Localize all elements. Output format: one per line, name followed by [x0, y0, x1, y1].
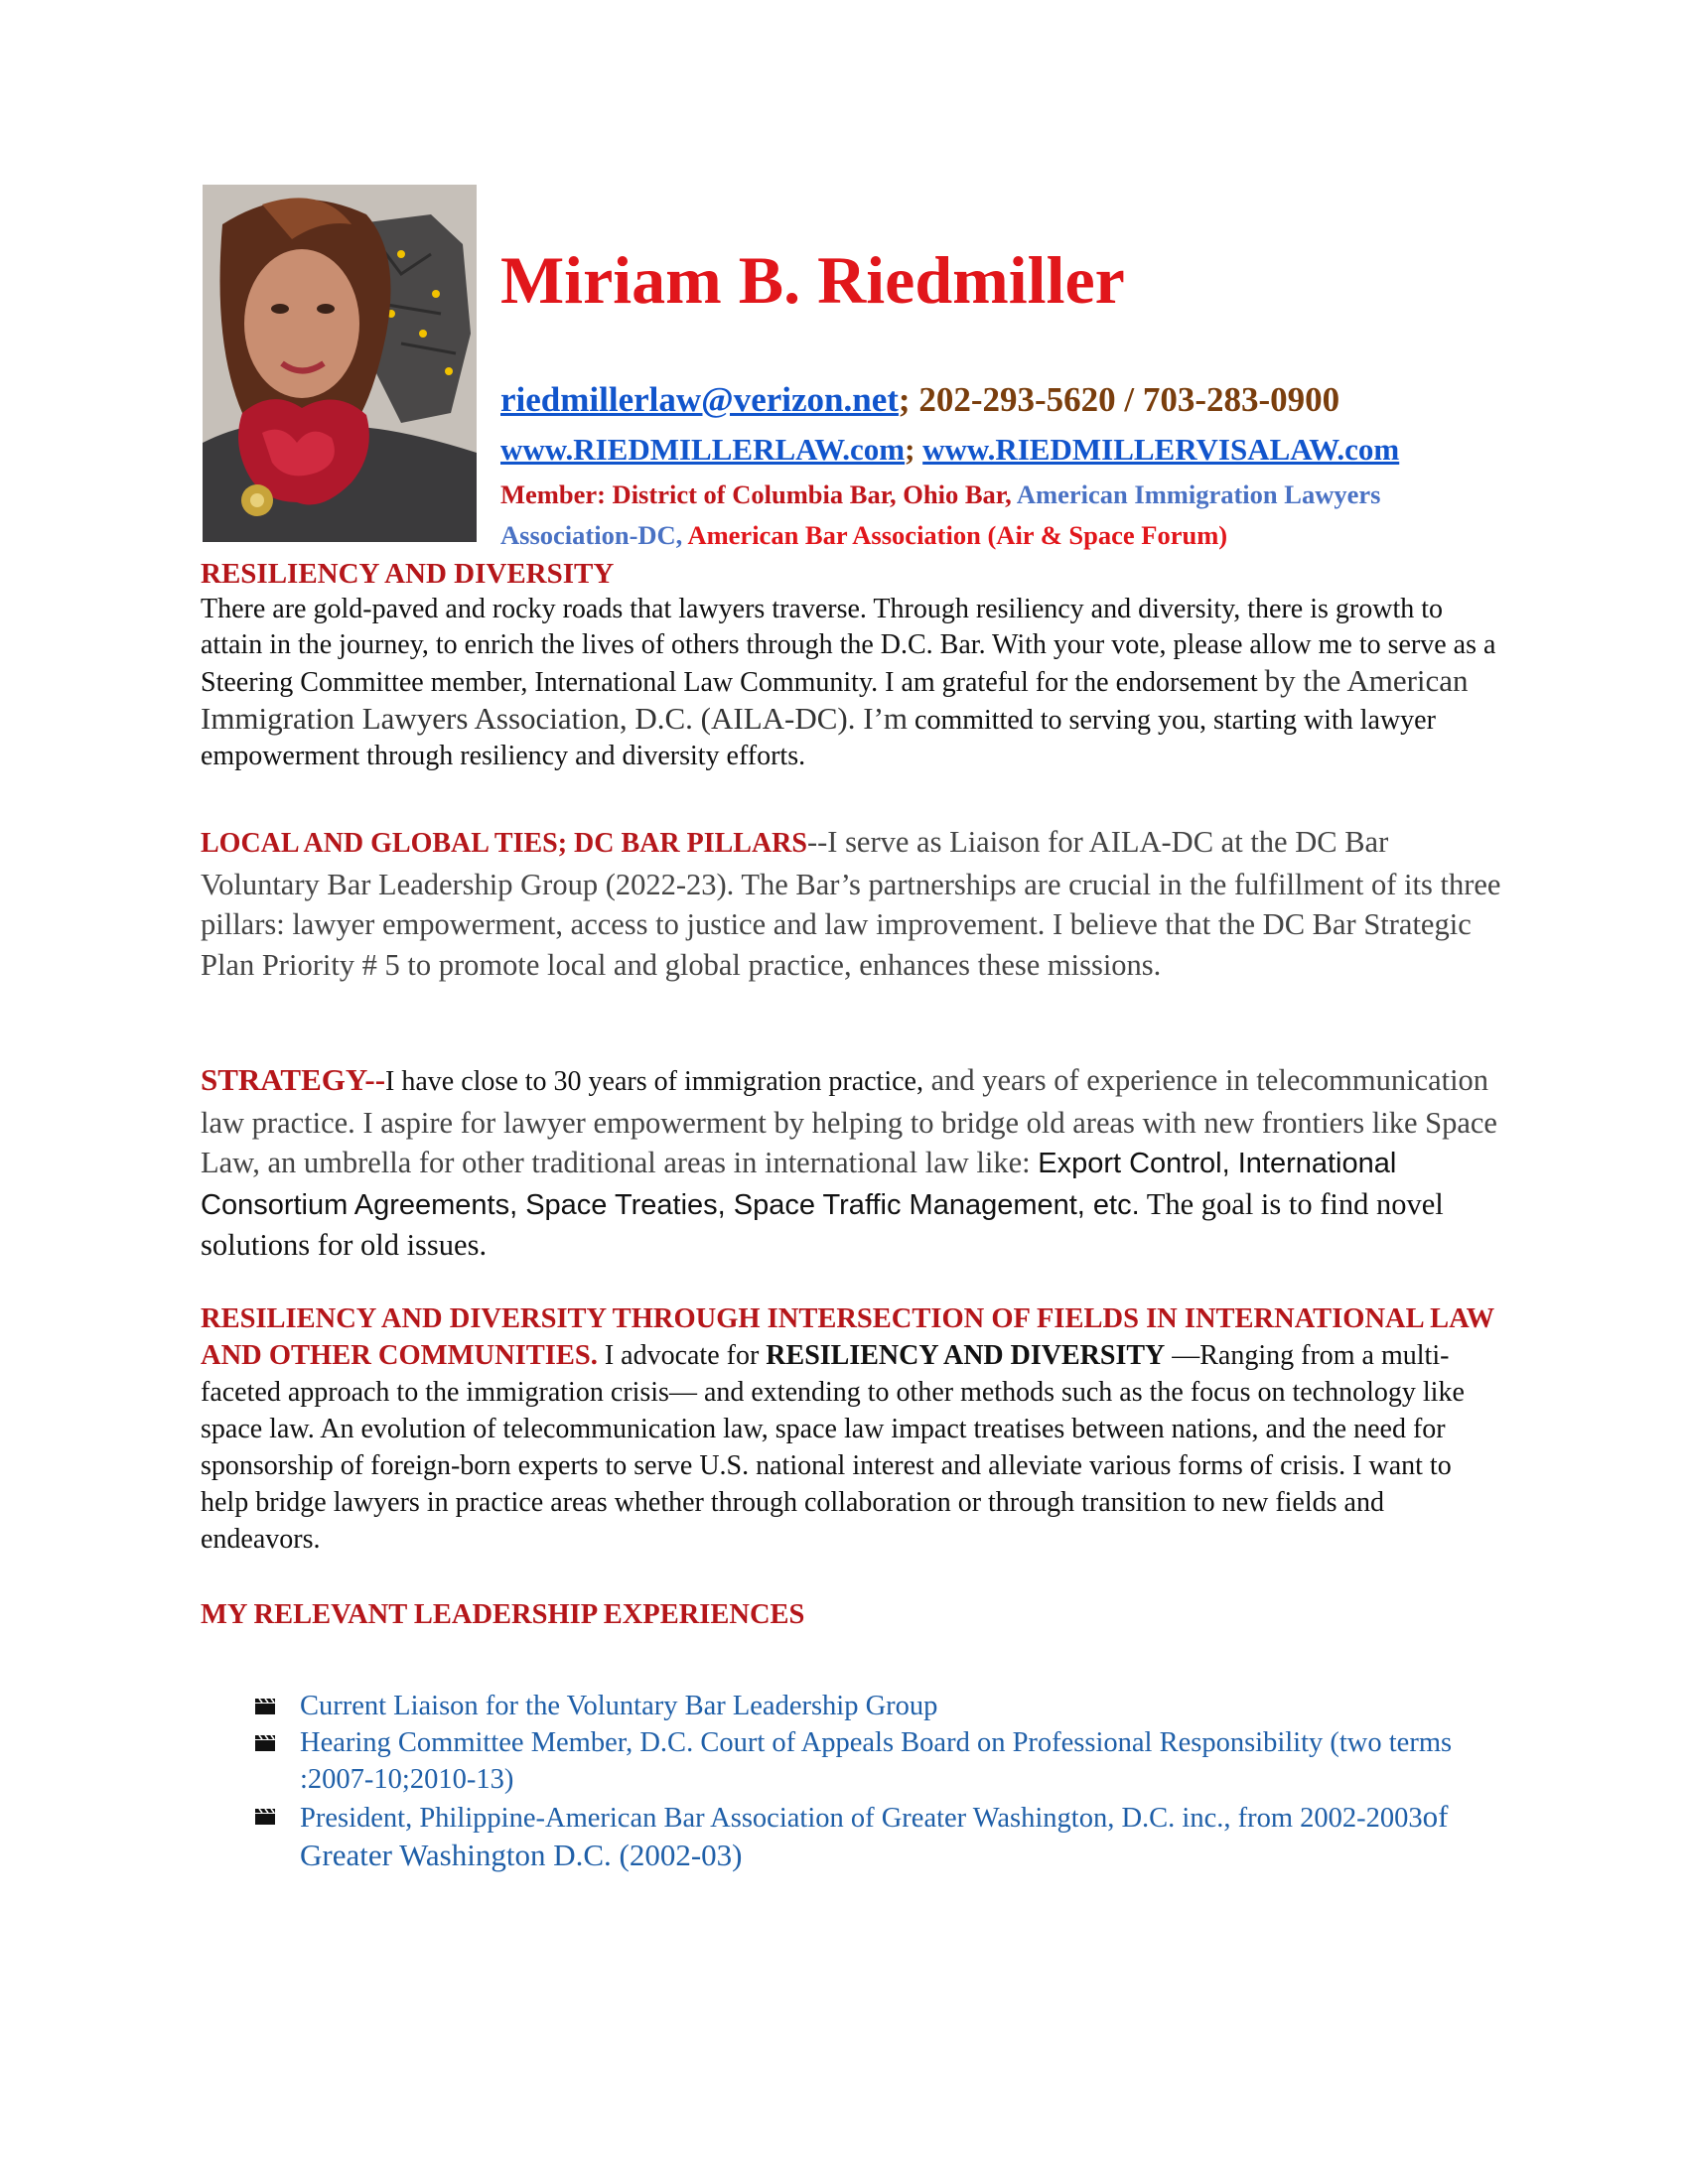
section-text-bold: RESILIENCY AND DIVERSITY [766, 1340, 1166, 1371]
leadership-list [254, 1688, 1505, 1875]
list-item [254, 1724, 1505, 1798]
membership-aila: American Immigration Lawyers Association-DC, [500, 479, 1381, 550]
section-text-intro: I have close to 30 years of immigration practice, [385, 1066, 923, 1097]
section-local-global-ties [201, 822, 1501, 985]
clapperboard-icon [254, 1808, 276, 1826]
list-item-text: President, Philippine-American Bar Association of Greater Washington, D.C. inc., from 2002-2003 [300, 1803, 1423, 1834]
website-separator: ; [905, 432, 923, 467]
section-heading-leadership: MY RELEVANT LEADERSHIP EXPERIENCES [201, 1599, 805, 1630]
person-name: Miriam B. Riedmiller [500, 242, 1125, 318]
section-heading: RESILIENCY AND DIVERSITY THROUGH INTERSECTION OF FIELDS IN INTERNATIONAL LAW AND OTHER COMMUNITIES. [201, 1303, 1494, 1371]
email-link[interactable]: riedmillerlaw@verizon.net [500, 380, 899, 419]
section-intersection-of-fields [201, 1300, 1501, 1558]
website-link-riedmillervisalaw[interactable]: www.RIEDMILLERVISALAW.com [922, 432, 1400, 467]
section-text-goal: The goal is to find novel solutions for old issues. [201, 1186, 1444, 1262]
list-item [254, 1688, 1505, 1724]
list-item-text: Hearing Committee Member, D.C. Court of Appeals Board on Professional Responsibility (two terms :2007-10;2010-13) [300, 1727, 1453, 1795]
phone-numbers: ; 202-293-5620 / 703-283-0900 [898, 380, 1340, 419]
section-heading: RESILIENCY AND DIVERSITY [201, 558, 615, 590]
contact-line [500, 381, 1339, 420]
bar-membership [500, 475, 1503, 556]
section-strategy [201, 1060, 1501, 1266]
clapperboard-icon [254, 1698, 276, 1715]
list-item [254, 1798, 1505, 1875]
section-text: --I serve as Liaison for AILA-DC at the DC Bar Voluntary Bar Leadership Group (2022-23). The Bar’s partnerships are crucial in the fulfillment of its three pillars: lawyer empowerment, access to justice and law improvement. I believe that the DC Bar Strategic Plan Priority # 5 to promote local and global practice, enhances these missions. [201, 825, 1501, 982]
section-text-rest: —Ranging from a multi-faceted approach to the immigration crisis— and extending to other methods such as the focus on technology like space law. An evolution of telecommunication law, space law impact treatises between nations, and the need for sponsorship of foreign-born experts to serve U.S. national interest and alleviate various forms of crisis. I want to help bridge lawyers in practice areas whether through collaboration or through transition to new fields and endeavors. [201, 1340, 1465, 1555]
membership-prefix: Member: District of Columbia Bar, Ohio Bar, [500, 479, 1017, 509]
website-link-riedmillerlaw[interactable]: www.RIEDMILLERLAW.com [500, 432, 906, 467]
membership-aba: American Bar Association (Air & Space Forum) [687, 520, 1228, 550]
profile-photo [203, 185, 477, 542]
section-text-endorsement: by the American Immigration Lawyers Association, D.C. (AILA-DC). I’m [201, 663, 1469, 736]
section-text: There are gold-paved and rocky roads that lawyers traverse. Through resiliency and diversity, there is growth to attain in the journey, to enrich the lives of others through the D.C. Bar. With your vote, please allow me to serve as a Steering Committee member, International Law Community. I am grateful for the endorsement [201, 594, 1496, 698]
section-text: and years of experience in telecommunication law practice. I aspire for lawyer empowerment by helping to bridge old areas with new frontiers like Space Law, an umbrella for other traditional areas in international law like: [201, 1063, 1497, 1179]
section-heading: LOCAL AND GLOBAL TIES; DC BAR PILLARS [201, 828, 807, 859]
section-text-end: committed to serving you, starting with lawyer empowerment through resiliency and diversity efforts. [201, 705, 1436, 771]
clapperboard-icon [254, 1734, 276, 1752]
list-item-text-tail: of Greater Washington D.C. (2002-03) [300, 1799, 1449, 1872]
section-text-areas: Export Control, International Consortium Agreements, Space Treaties, Space Traffic Management, etc. [201, 1148, 1397, 1221]
section-resiliency-diversity [201, 556, 1501, 774]
section-text: I advocate for [597, 1340, 767, 1371]
section-heading: STRATEGY-- [201, 1062, 386, 1097]
website-line [500, 433, 1399, 467]
list-item-text: Current Liaison for the Voluntary Bar Leadership Group [300, 1691, 938, 1721]
